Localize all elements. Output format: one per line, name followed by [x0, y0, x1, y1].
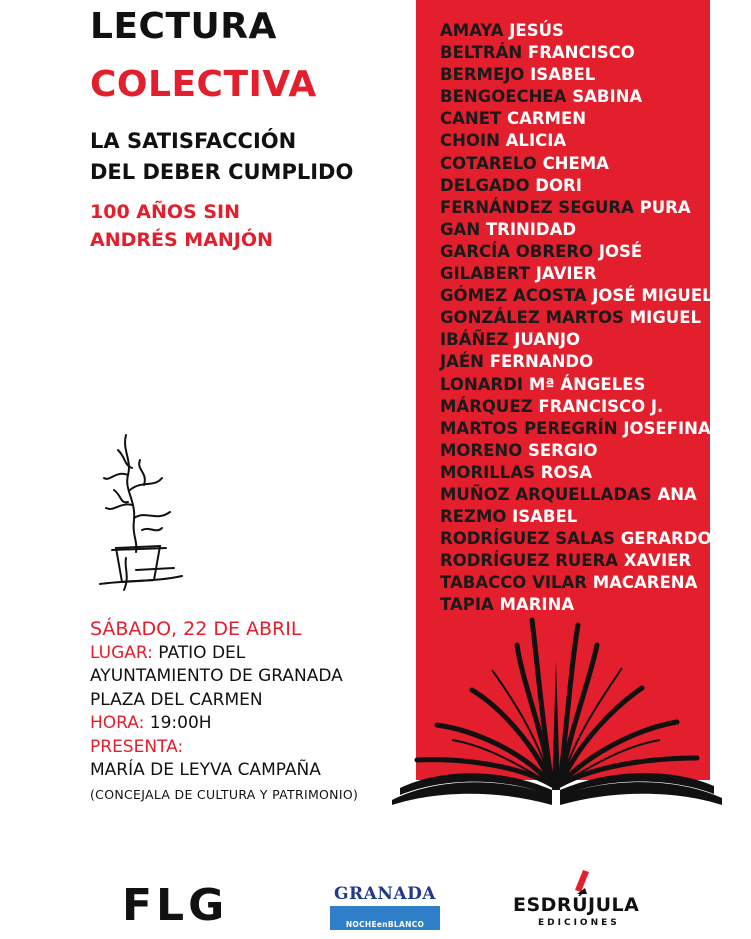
reader-surname: DELGADO: [440, 175, 530, 195]
reader-row: [440, 307, 713, 329]
plant-sketch-icon: [96, 430, 186, 600]
reader-surname: CHOIN: [440, 131, 500, 151]
reader-surname: GONZÁLEZ MARTOS: [440, 308, 624, 328]
reader-row: [440, 396, 713, 418]
reader-surname: AMAYA: [440, 21, 504, 40]
reader-given-name: MARINA: [499, 595, 575, 615]
granada-logo-title: GRANADA: [334, 884, 436, 904]
reader-row: [440, 351, 713, 373]
reader-given-name: PURA: [639, 197, 691, 217]
time-label: HORA:: [90, 713, 145, 733]
reader-row: [440, 219, 713, 241]
tagline-line-1: 100 AÑOS SIN: [90, 201, 240, 223]
reader-given-name: ISABEL: [512, 507, 578, 527]
reader-given-name: JESÚS: [509, 21, 564, 40]
reader-row: [440, 197, 713, 219]
granada-noche-en-blanco-logo: [330, 884, 440, 928]
event-place-line: [90, 642, 358, 666]
subtitle-line-2: DEL DEBER CUMPLIDO: [90, 160, 354, 184]
reader-given-name: Mª ÁNGELES: [528, 374, 646, 394]
reader-surname: MORILLAS: [440, 462, 535, 482]
esdrujula-logo-sub: EDICIONES: [538, 918, 620, 928]
reader-given-name: SABINA: [572, 87, 643, 107]
reader-surname: GAN: [440, 219, 481, 239]
event-date: SÁBADO, 22 DE ABRIL: [90, 618, 302, 640]
reader-given-name: JUANJO: [514, 330, 581, 350]
reader-row: [440, 462, 713, 484]
time-value: 19:00H: [149, 713, 212, 733]
reader-surname: REZMO: [440, 507, 507, 527]
reader-row: [440, 130, 713, 152]
title-lectura: LECTURA: [90, 6, 277, 47]
reader-given-name: JOSEFINA: [623, 418, 711, 438]
reader-surname: IBÁÑEZ: [440, 330, 509, 350]
reader-row: [440, 175, 713, 197]
reader-surname: RODRÍGUEZ SALAS: [440, 529, 616, 549]
granada-logo-sub: NOCHEenBLANCO: [345, 920, 425, 929]
reader-surname: MUÑOZ ARQUELLADAS: [440, 484, 652, 504]
reader-row: [440, 42, 713, 64]
event-info: [90, 618, 358, 806]
reader-given-name: FRANCISCO J.: [538, 396, 664, 416]
reader-row: [440, 528, 713, 550]
readers-list: [440, 20, 713, 617]
place-line-2: AYUNTAMIENTO DE GRANADA: [90, 666, 343, 686]
reader-row: [440, 374, 713, 396]
flg-logo: [122, 880, 252, 924]
reader-row: [440, 329, 713, 351]
reader-given-name: ROSA: [540, 462, 593, 482]
reader-given-name: SERGIO: [528, 440, 598, 460]
reader-given-name: MACARENA: [592, 573, 698, 593]
reader-row: [440, 506, 713, 528]
reader-given-name: CARMEN: [506, 109, 587, 129]
reader-surname: GILABERT: [440, 264, 531, 284]
reader-row: [440, 86, 713, 108]
reader-surname: BENGOECHEA: [440, 87, 567, 107]
tagline: [90, 198, 273, 254]
reader-surname: RODRÍGUEZ RUERA: [440, 551, 619, 571]
reader-surname: BELTRÁN: [440, 43, 523, 63]
reader-row: [440, 241, 713, 263]
place-line-1: PATIO DEL: [158, 642, 246, 663]
subtitle-line-1: LA SATISFACCIÓN: [90, 129, 297, 153]
flg-logo-text: FLG: [122, 880, 229, 924]
reader-given-name: GERARDO: [620, 529, 712, 549]
reader-surname: TABACCO VILAR: [440, 573, 587, 593]
reader-given-name: XAVIER: [623, 551, 692, 571]
place-label: LUGAR:: [90, 642, 153, 663]
reader-given-name: JOSÉ MIGUEL: [592, 286, 713, 306]
reader-given-name: MIGUEL: [629, 308, 701, 328]
granada-logo-bar: [330, 906, 440, 930]
reader-row: [440, 440, 713, 462]
reader-surname: GARCÍA OBRERO: [440, 241, 594, 261]
reader-row: [440, 418, 713, 440]
reader-given-name: JOSÉ: [598, 241, 643, 261]
reader-given-name: ISABEL: [530, 65, 596, 85]
open-book-icon: [392, 600, 722, 810]
reader-row: [440, 484, 713, 506]
esdrujula-logo-title: ESDRÚJULA: [513, 894, 640, 916]
reader-given-name: FERNANDO: [489, 352, 594, 372]
reader-given-name: ANA: [657, 484, 697, 504]
reader-given-name: ALICIA: [505, 131, 567, 151]
reader-row: [440, 20, 713, 42]
reader-surname: BERMEJO: [440, 65, 525, 85]
reader-surname: MORENO: [440, 440, 523, 460]
presenter-name: MARÍA DE LEYVA CAMPAÑA: [90, 760, 321, 780]
reader-row: [440, 153, 713, 175]
reader-given-name: DORI: [535, 175, 582, 195]
title-colectiva: COLECTIVA: [90, 64, 317, 105]
presenter-label: PRESENTA:: [90, 736, 184, 757]
reader-row: [440, 572, 713, 594]
reader-row: [440, 263, 713, 285]
reader-row: [440, 285, 713, 307]
reader-surname: CANET: [440, 109, 502, 129]
reader-given-name: TRINIDAD: [485, 219, 577, 239]
reader-surname: FERNÁNDEZ SEGURA: [440, 197, 634, 217]
reader-surname: MARTOS PEREGRÍN: [440, 418, 618, 438]
presenter-role: (CONCEJALA DE CULTURA Y PATRIMONIO): [90, 786, 359, 802]
tagline-line-2: ANDRÉS MANJÓN: [90, 229, 273, 251]
reader-row: [440, 550, 713, 572]
reader-surname: GÓMEZ ACOSTA: [440, 286, 587, 306]
reader-given-name: JAVIER: [535, 264, 597, 284]
reader-given-name: FRANCISCO: [527, 43, 635, 63]
subtitle: [90, 126, 353, 188]
reader-row: [440, 108, 713, 130]
place-line-3: PLAZA DEL CARMEN: [90, 689, 263, 710]
reader-surname: MÁRQUEZ: [440, 396, 533, 416]
esdrujula-ediciones-logo: [513, 868, 643, 928]
reader-surname: JAÉN: [440, 352, 484, 372]
reader-given-name: CHEMA: [542, 153, 609, 173]
reader-row: [440, 64, 713, 86]
reader-surname: TAPIA: [440, 595, 494, 615]
event-time-line: [90, 712, 358, 736]
reader-surname: LONARDI: [440, 374, 524, 394]
reader-surname: COTARELO: [440, 153, 537, 173]
